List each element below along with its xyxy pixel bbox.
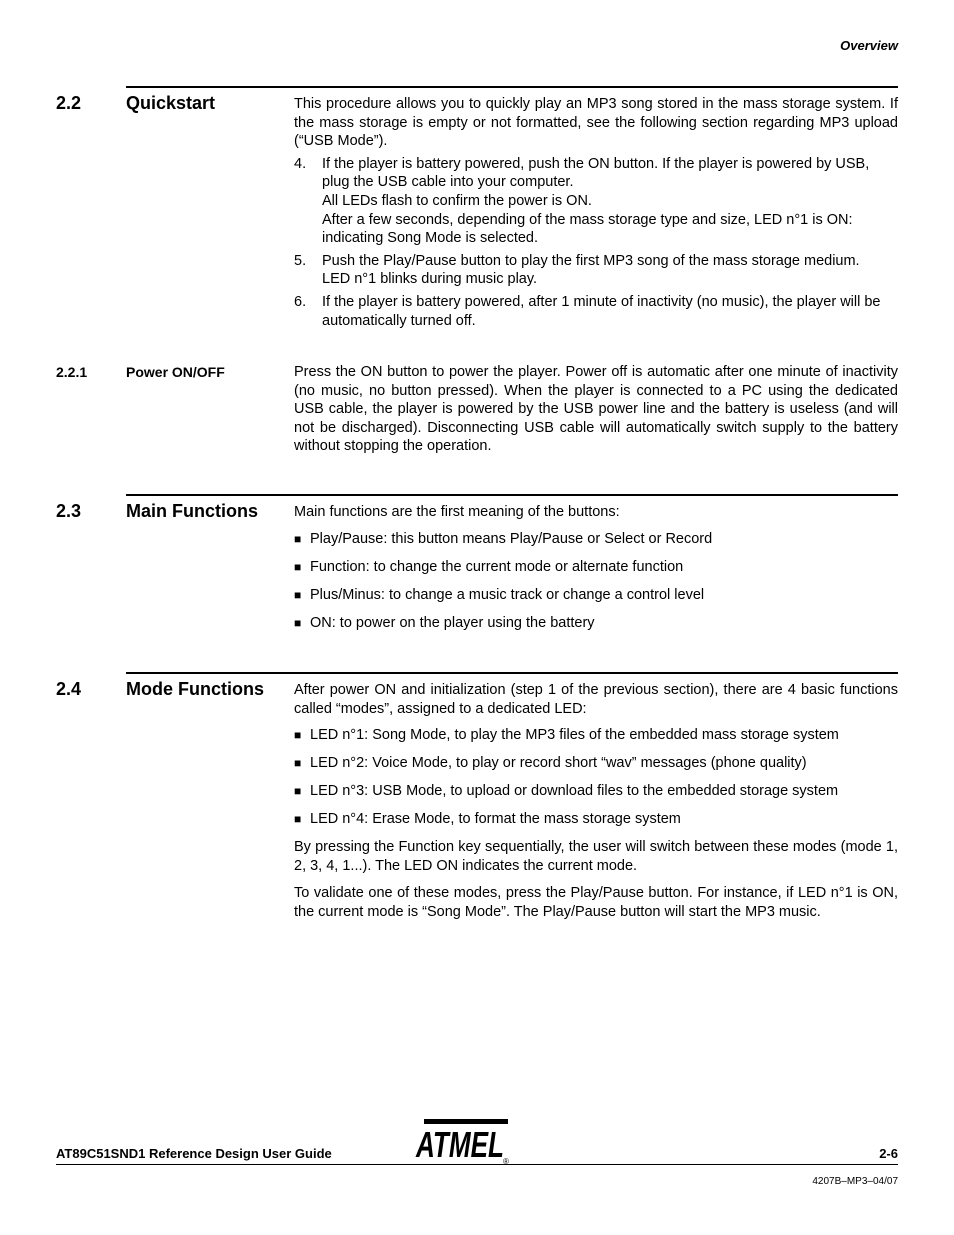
step-line: LED n°1 blinks during music play. bbox=[322, 271, 538, 288]
list-item bbox=[294, 558, 898, 577]
list-item-text: LED n°1: Song Mode, to play the MP3 files of the embedded mass storage system bbox=[310, 727, 839, 744]
black-square-icon: ■ bbox=[294, 559, 302, 574]
section-number: 2.4 bbox=[56, 679, 82, 699]
main-functions-body bbox=[294, 503, 898, 642]
list-item bbox=[294, 754, 898, 773]
step-number: 6. bbox=[294, 293, 307, 310]
list-item bbox=[294, 293, 898, 330]
step-line: After a few seconds, depending of the mass storage type and size, LED n°1 is ON: indicating Song Mode is selected. bbox=[322, 211, 853, 247]
list-item bbox=[294, 586, 898, 605]
black-square-icon: ■ bbox=[294, 756, 302, 771]
doc-code: 4207B–MP3–04/07 bbox=[812, 1176, 898, 1187]
list-item bbox=[294, 782, 898, 801]
black-square-icon: ■ bbox=[294, 615, 302, 630]
list-item-text: Function: to change the current mode or alternate function bbox=[310, 558, 684, 575]
black-square-icon: ■ bbox=[294, 728, 302, 743]
list-item bbox=[294, 810, 898, 829]
section-title: Main Functions bbox=[126, 501, 258, 521]
list-item bbox=[294, 726, 898, 745]
page-number: 2-6 bbox=[879, 1146, 898, 1161]
logo-text: ATMEL bbox=[415, 1124, 504, 1165]
section-title: Mode Functions bbox=[126, 679, 264, 699]
mode-functions-body bbox=[294, 681, 898, 922]
mode-functions-intro: After power ON and initialization (step 1 of the previous section), there are 4 basic functions called “modes”, assigned to a dedicated LED: bbox=[294, 682, 898, 717]
subsection-title: Power ON/OFF bbox=[126, 364, 225, 380]
running-head: Overview bbox=[840, 38, 898, 53]
step-number: 5. bbox=[294, 252, 307, 269]
section-rule bbox=[126, 672, 898, 674]
black-square-icon: ■ bbox=[294, 812, 302, 827]
list-item bbox=[294, 155, 898, 248]
quickstart-body bbox=[294, 95, 898, 334]
power-body bbox=[294, 363, 898, 456]
section-number: 2.3 bbox=[56, 501, 82, 521]
list-item-text: LED n°2: Voice Mode, to play or record short “wav” messages (phone quality) bbox=[310, 755, 807, 772]
step-line: Push the Play/Pause button to play the first MP3 song of the mass storage medium. bbox=[322, 252, 860, 269]
black-square-icon: ■ bbox=[294, 587, 302, 602]
step-line: If the player is battery powered, push the ON button. If the player is powered by USB, plug the USB cable into your computer. bbox=[322, 155, 870, 191]
list-item bbox=[294, 252, 898, 289]
main-functions-intro: Main functions are the first meaning of the buttons: bbox=[294, 504, 620, 520]
mode-functions-list bbox=[294, 726, 898, 829]
black-square-icon: ■ bbox=[294, 531, 302, 546]
atmel-logo bbox=[414, 1117, 514, 1165]
section-title: Quickstart bbox=[126, 93, 216, 113]
list-item bbox=[294, 530, 898, 549]
step-line: All LEDs flash to confirm the power is ON. bbox=[322, 192, 592, 209]
mode-functions-para: By pressing the Function key sequentially, the user will switch between these modes (mode 1, 2, 3, 4, 1...). The LED ON indicates the current mode. bbox=[294, 839, 898, 874]
step-number: 4. bbox=[294, 155, 307, 172]
power-text: Press the ON button to power the player. Power off is automatic after one minute of inactivity (no music, no button pressed). When the player is connected to a PC using the dedicated USB cable, the player is powered by the USB power line and the battery is useless (and will not be discharged). Disconnecting USB cable will automatically switch supply to the battery without stopping the operation. bbox=[294, 364, 898, 455]
list-item-text: LED n°4: Erase Mode, to format the mass storage system bbox=[310, 811, 681, 828]
step-line: If the player is battery powered, after 1 minute of inactivity (no music), the player will be automatically turned off. bbox=[322, 293, 881, 329]
list-item-text: Plus/Minus: to change a music track or change a control level bbox=[310, 586, 705, 603]
quickstart-steps bbox=[294, 155, 898, 330]
list-item-text: LED n°3: USB Mode, to upload or download files to the embedded storage system bbox=[310, 783, 839, 800]
mode-functions-para: To validate one of these modes, press the Play/Pause button. For instance, if LED n°1 is ON, the current mode is “Song Mode”. The Play/Pause button will start the MP3 music. bbox=[294, 885, 898, 920]
list-item bbox=[294, 614, 898, 633]
footer-doc-title: AT89C51SND1 Reference Design User Guide bbox=[56, 1146, 332, 1161]
section-rule bbox=[126, 86, 898, 88]
registered-mark: ® bbox=[503, 1157, 509, 1165]
black-square-icon: ■ bbox=[294, 784, 302, 799]
section-rule bbox=[126, 494, 898, 496]
main-functions-list bbox=[294, 530, 898, 633]
subsection-number: 2.2.1 bbox=[56, 364, 88, 380]
list-item-text: ON: to power on the player using the battery bbox=[310, 614, 595, 631]
section-number: 2.2 bbox=[56, 93, 82, 113]
quickstart-intro: This procedure allows you to quickly play an MP3 song stored in the mass storage system. If the mass storage is empty or not formatted, see the following section regarding MP3 upload (“USB Mode”). bbox=[294, 96, 898, 150]
footer-rule bbox=[56, 1164, 898, 1165]
list-item-text: Play/Pause: this button means Play/Pause or Select or Record bbox=[310, 530, 713, 547]
